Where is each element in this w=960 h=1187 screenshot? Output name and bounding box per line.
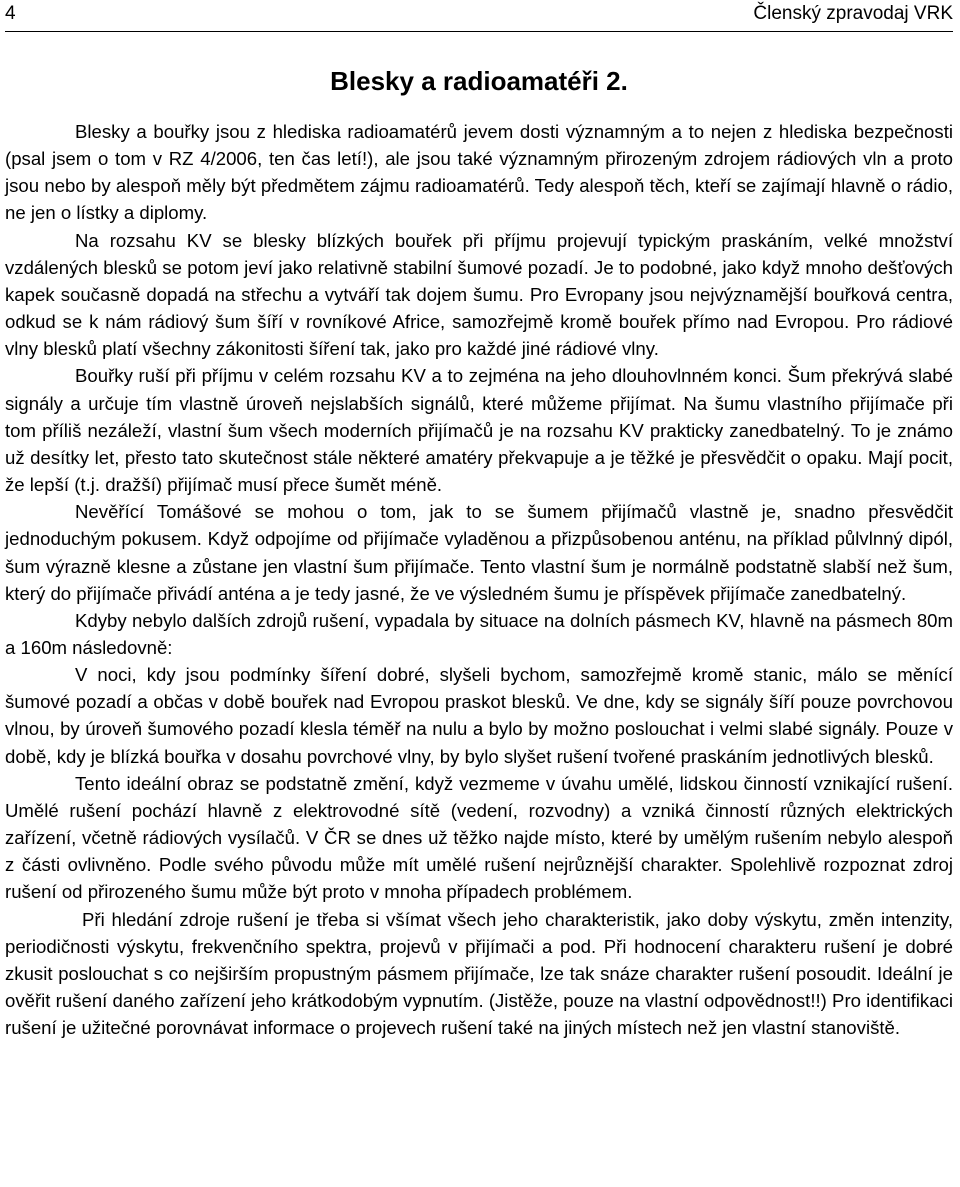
paragraph: Kdyby nebylo dalších zdrojů rušení, vypadala by situace na dolních pásmech KV, hlavně na pásmech 80m a 160m následovně: (5, 609, 953, 658)
journal-title: Členský zpravodaj VRK (753, 3, 953, 24)
paragraph: Při hledání zdroje rušení je třeba si všímat všech jeho charakteristik, jako doby výskytu, změn intenzity, periodičnosti výskytu, frekvenčního spektra, projevů v přijímači a pod. Při hodnocení charakteru rušení je dobré zkusit poslouchat s co nejširším propustným pásmem přijímače, lze tak snáze charakter rušení posoudit. Ideální je ověřit rušení daného zařízení jeho krátkodobým vypnutím. (Jistěže, pouze na vlastní odpovědnost!!) Pro identifikaci rušení je užitečné porovnávat informace o projevech rušení také na jiných místech než jen vlastní stanoviště. (5, 908, 953, 1039)
paragraph: Bouřky ruší při příjmu v celém rozsahu KV a to zejména na jeho dlouhovlnném konci. Šum překrývá slabé signály a určuje tím vlastně úroveň nejslabších signálů, které můžeme přijímat. Na šumu vlastního přijímače při tom příliš nezáleží, vlastní šum všech moderních přijímačů je na rozsahu KV prakticky zanedbatelný. To je známo už desítky let, přesto tato skutečnost stále některé amatéry překvapuje a je těžké je přesvědčit o opaku. Mají pocit, že lepší (t.j. dražší) přijímač musí přece šumět méně. (5, 365, 953, 496)
page-number: 4 (5, 3, 16, 24)
paragraph: Nevěřící Tomášové se mohou o tom, jak to se šumem přijímačů vlastně je, snadno přesvědčit jednoduchým pokusem. Když odpojíme od přijímače vyladěnou a přizpůsobenou anténu, na příklad půlvlnný dipól, šum výrazně klesne a zůstane jen vlastní šum přijímače. Tento vlastní šum je normálně podstatně slabší než šum, který do přijímače přivádí anténa a je tedy jasné, že ve výsledném šumu je příspěvek přijímače zanedbatelný. (5, 501, 953, 604)
paragraph: Tento ideální obraz se podstatně změní, když vezmeme v úvahu umělé, lidskou činností vznikající rušení. Umělé rušení pochází hlavně z elektrovodné sítě (vedení, rozvodny) a vzniká činností různých elektrických zařízení, včetně rádiových vysílačů. V ČR se dnes už těžko najde místo, které by umělým rušením nebylo alespoň z části ovlivněno. Podle svého původu může mít umělé rušení nejrůznější charakter. Spolehlivě rozpoznat zdroj rušení od přirozeného šumu může být proto v mnoha případech problémem. (5, 772, 953, 903)
paragraph: V noci, kdy jsou podmínky šíření dobré, slyšeli bychom, samozřejmě kromě stanic, málo se měnící šumové pozadí a občas v době bouřek nad Evropou praskot blesků. Ve dne, kdy se signály šíří pouze povrchovou vlnou, by úroveň šumového pozadí klesla téměř na nulu a bylo by možno poslouchat i velmi slabé signály. Pouze v době, kdy je blízká bouřka v dosahu povrchové vlny, by bylo slyšet rušení tvořené praskáním jednotlivých blesků. (5, 664, 953, 767)
article-title: Blesky a radioamatéři 2. (330, 66, 628, 96)
document-page (5, 0, 953, 1041)
paragraph: Na rozsahu KV se blesky blízkých bouřek při příjmu projevují typickým praskáním, velké množství vzdálených blesků se potom jeví jako relativně stabilní šumové pozadí. Je to podobné, jako když mnoho dešťových kapek současně dopadá na střechu a vytváří tak dojem šumu. Pro Evropany jsou nejvýznamější bouřková centra, odkud se k nám rádiový šum šíří v rovníkové Africe, samozřejmě kromě bouřek přímo nad Evropou. Pro rádiové vlny blesků platí všechny zákonitosti šíření tak, jako pro každé jiné rádiové vlny. (5, 229, 953, 360)
paragraph: Blesky a bouřky jsou z hlediska radioamatérů jevem dosti významným a to nejen z hlediska bezpečnosti (psal jsem o tom v RZ 4/2006, ten čas letí!), ale jsou také významným přirozeným zdrojem rádiových vln a proto jsou nebo by alespoň měly být předmětem zájmu radioamatérů. Tedy alespoň těch, kteří se zajímají hlavně o rádio, ne jen o lístky a diplomy. (5, 121, 953, 224)
page-header (5, 0, 953, 32)
article-body (5, 118, 953, 1041)
